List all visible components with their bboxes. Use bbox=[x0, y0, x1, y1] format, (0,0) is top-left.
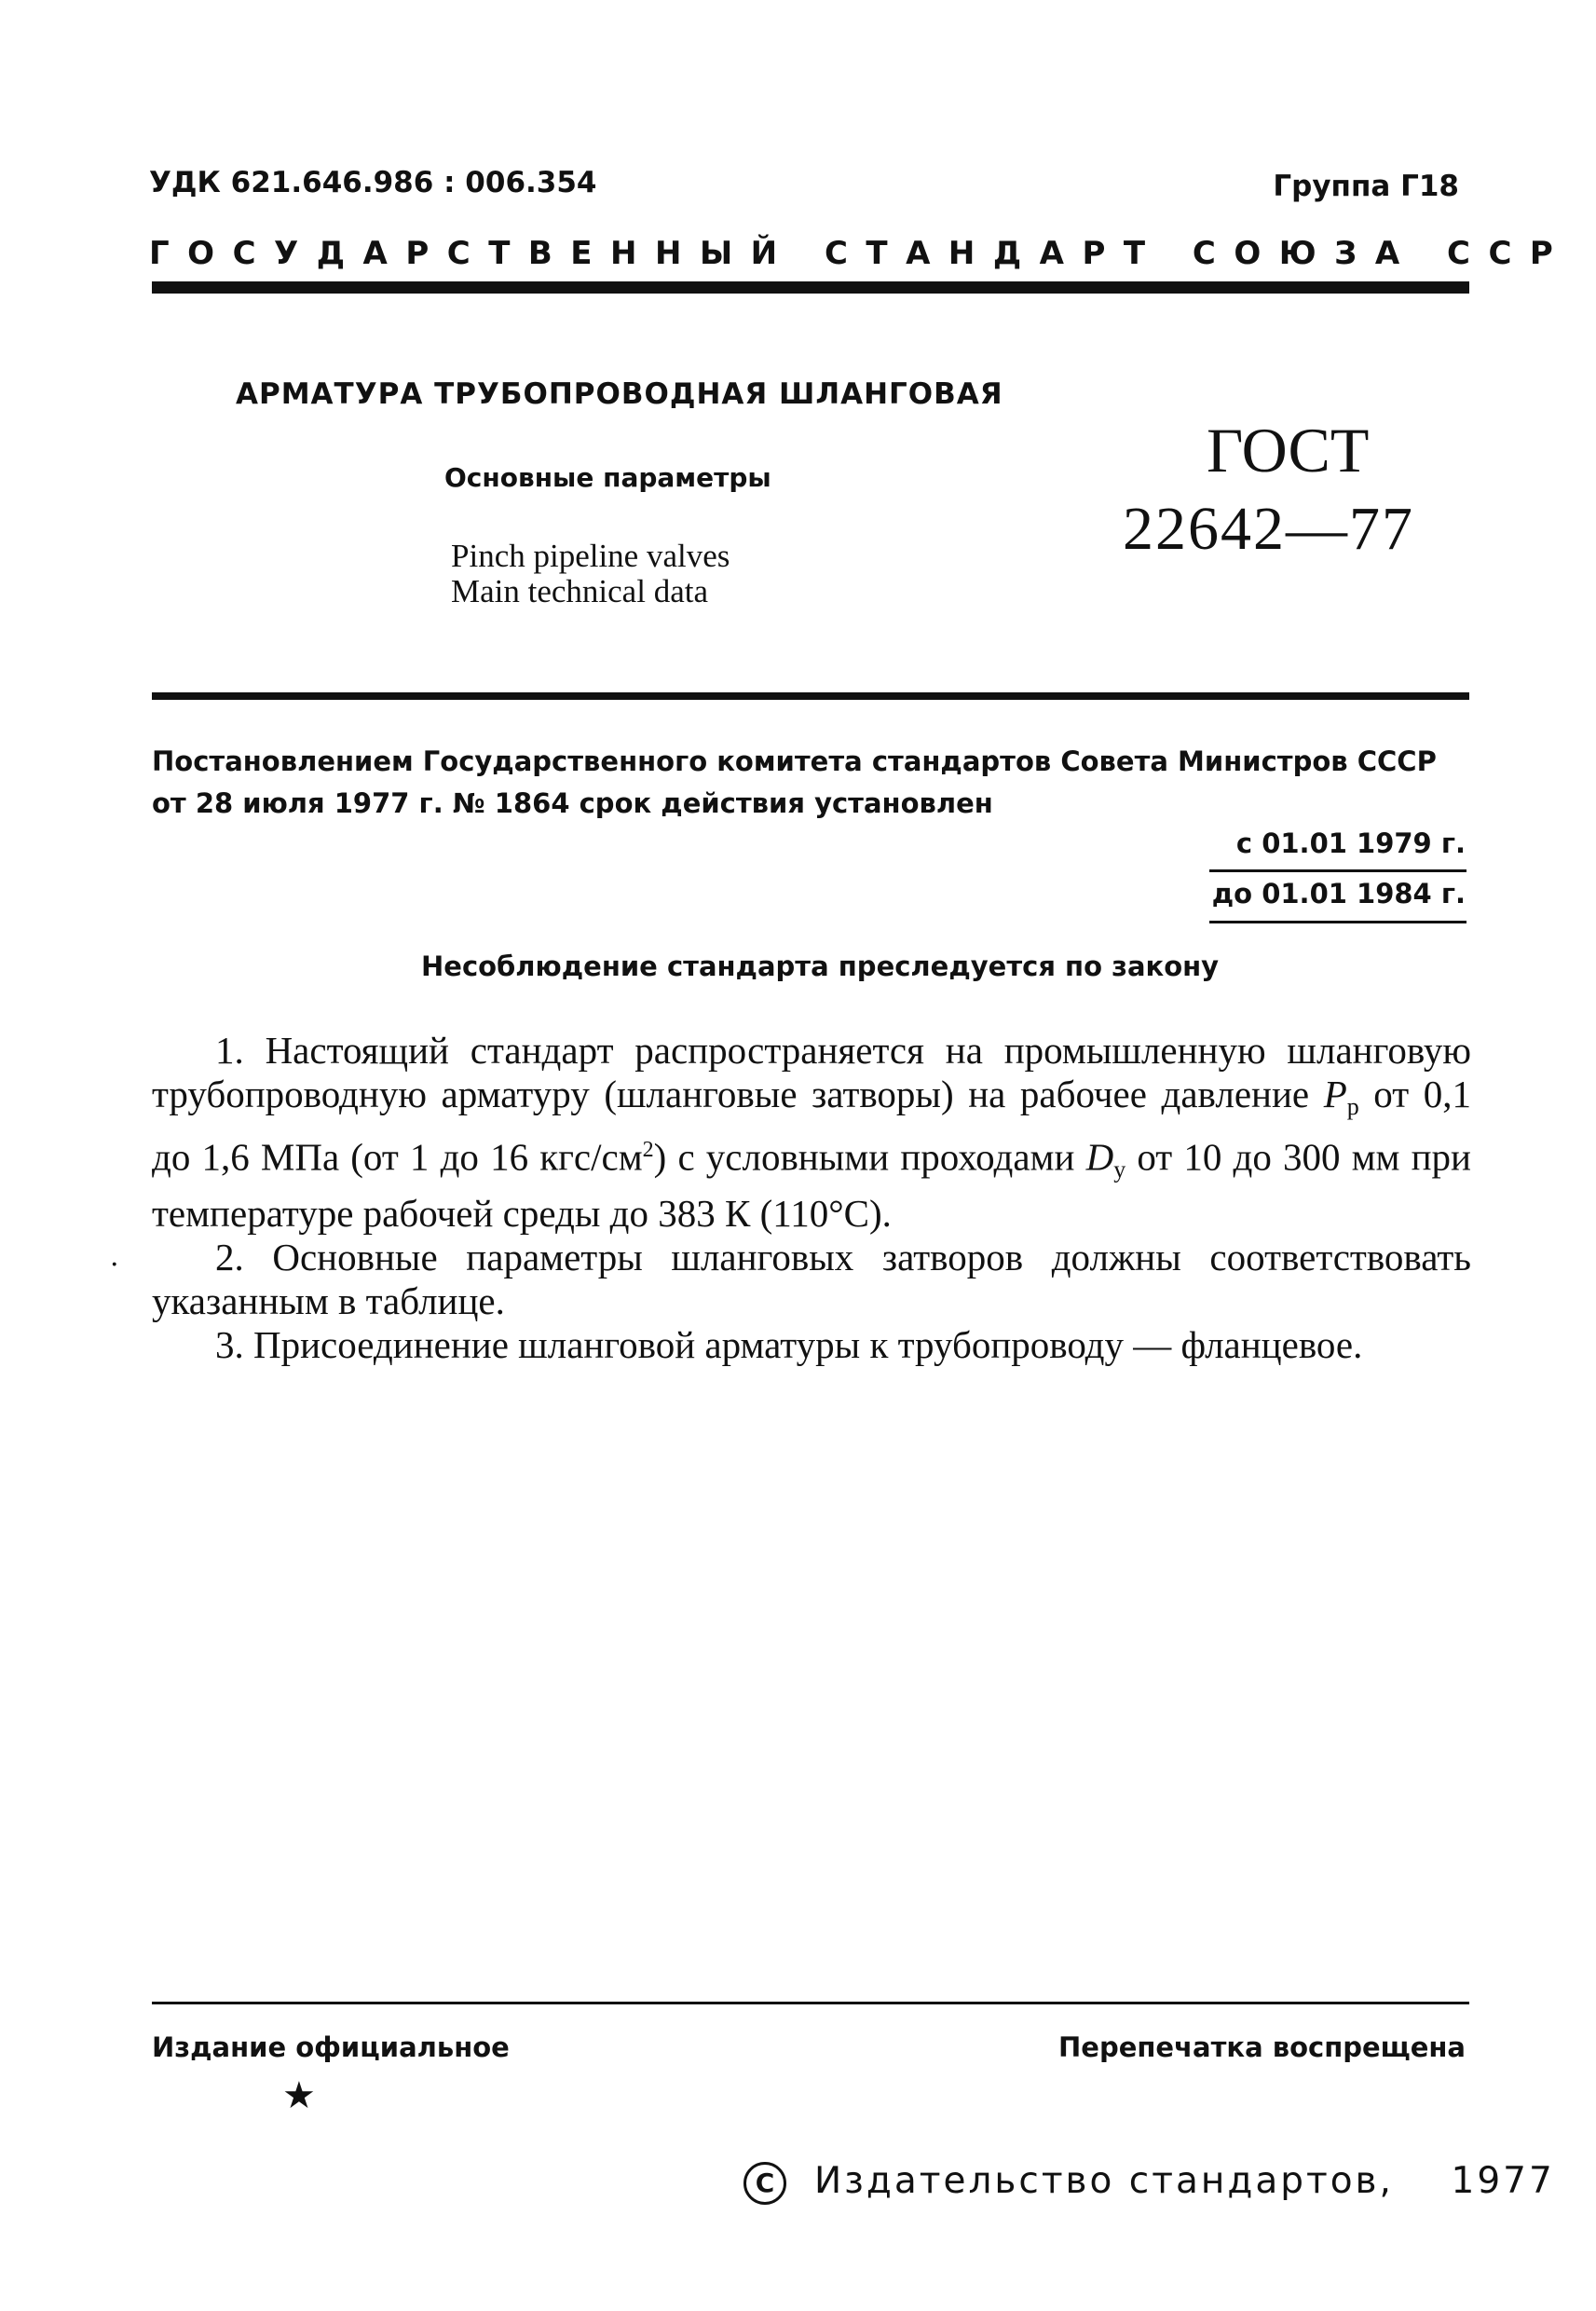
paragraph-2: 2. Основные параметры шланговых затворов должны соответствовать указанным в таблице. bbox=[152, 1235, 1471, 1322]
gost-label: ГОСТ bbox=[1207, 415, 1370, 485]
title-en-line2: Main technical data bbox=[451, 573, 708, 609]
validity-date-to: до 01.01 1984 г. bbox=[1211, 878, 1466, 909]
star-icon: ★ bbox=[282, 2074, 316, 2117]
legal-warning: Несоблюдение стандарта преследуется по закону bbox=[421, 950, 1220, 982]
paragraph-3: 3. Присоединение шланговой арматуры к трубопроводу — фланцевое. bbox=[215, 1322, 1363, 1366]
publication-year: 1977 bbox=[1451, 2160, 1555, 2202]
publisher-name: Издательство стандартов, bbox=[814, 2160, 1394, 2202]
copyright-icon: C bbox=[743, 2162, 786, 2205]
reprint-prohibited-label: Перепечатка воспрещена bbox=[1058, 2031, 1466, 2063]
state-standard-heading: ГОСУДАРСТВЕННЫЙ СТАНДАРТ СОЮЗА ССР bbox=[149, 235, 1572, 272]
date-underline-1 bbox=[1209, 869, 1466, 872]
title-rule bbox=[152, 692, 1469, 700]
title-en-line1: Pinch pipeline valves bbox=[451, 538, 730, 574]
publisher-line bbox=[743, 2160, 1555, 2205]
document-subtitle-ru: Основные параметры bbox=[444, 462, 771, 493]
document-title-ru: АРМАТУРА ТРУБОПРОВОДНАЯ ШЛАНГОВАЯ bbox=[236, 377, 1003, 411]
official-edition-label: Издание официальное bbox=[152, 2031, 510, 2063]
paragraph-1: 1. Настоящий стандарт распространяется на промышленную шланговую трубопроводную арматуру (шланговые затворы) на рабочее давление $P_р$ от 0,1 до 1,6 МПа (от 1 до 16 кгс/$см^2$) с условными проходами $D_у$ от 10 до 300 мм при температуре рабочей среды до 383 К (110°С). bbox=[152, 1029, 1471, 1235]
scan-mark: · bbox=[110, 1249, 119, 1281]
document-title-en bbox=[451, 539, 730, 609]
group-code: Группа Г18 bbox=[1273, 170, 1459, 203]
udk-code: УДК 621.646.986 : 006.354 bbox=[149, 166, 597, 199]
date-underline-2 bbox=[1209, 921, 1466, 923]
gost-number: 22642—77 bbox=[1123, 495, 1414, 563]
footer-rule bbox=[152, 2002, 1469, 2004]
decree-line1: Постановлением Государственного комитета стандартов Совета Министров СССР bbox=[152, 745, 1437, 777]
decree-line2: от 28 июля 1977 г. № 1864 срок действия установлен bbox=[152, 787, 993, 819]
body-text bbox=[152, 1029, 1471, 1367]
header-rule bbox=[152, 281, 1469, 294]
validity-date-from: с 01.01 1979 г. bbox=[1235, 827, 1466, 859]
